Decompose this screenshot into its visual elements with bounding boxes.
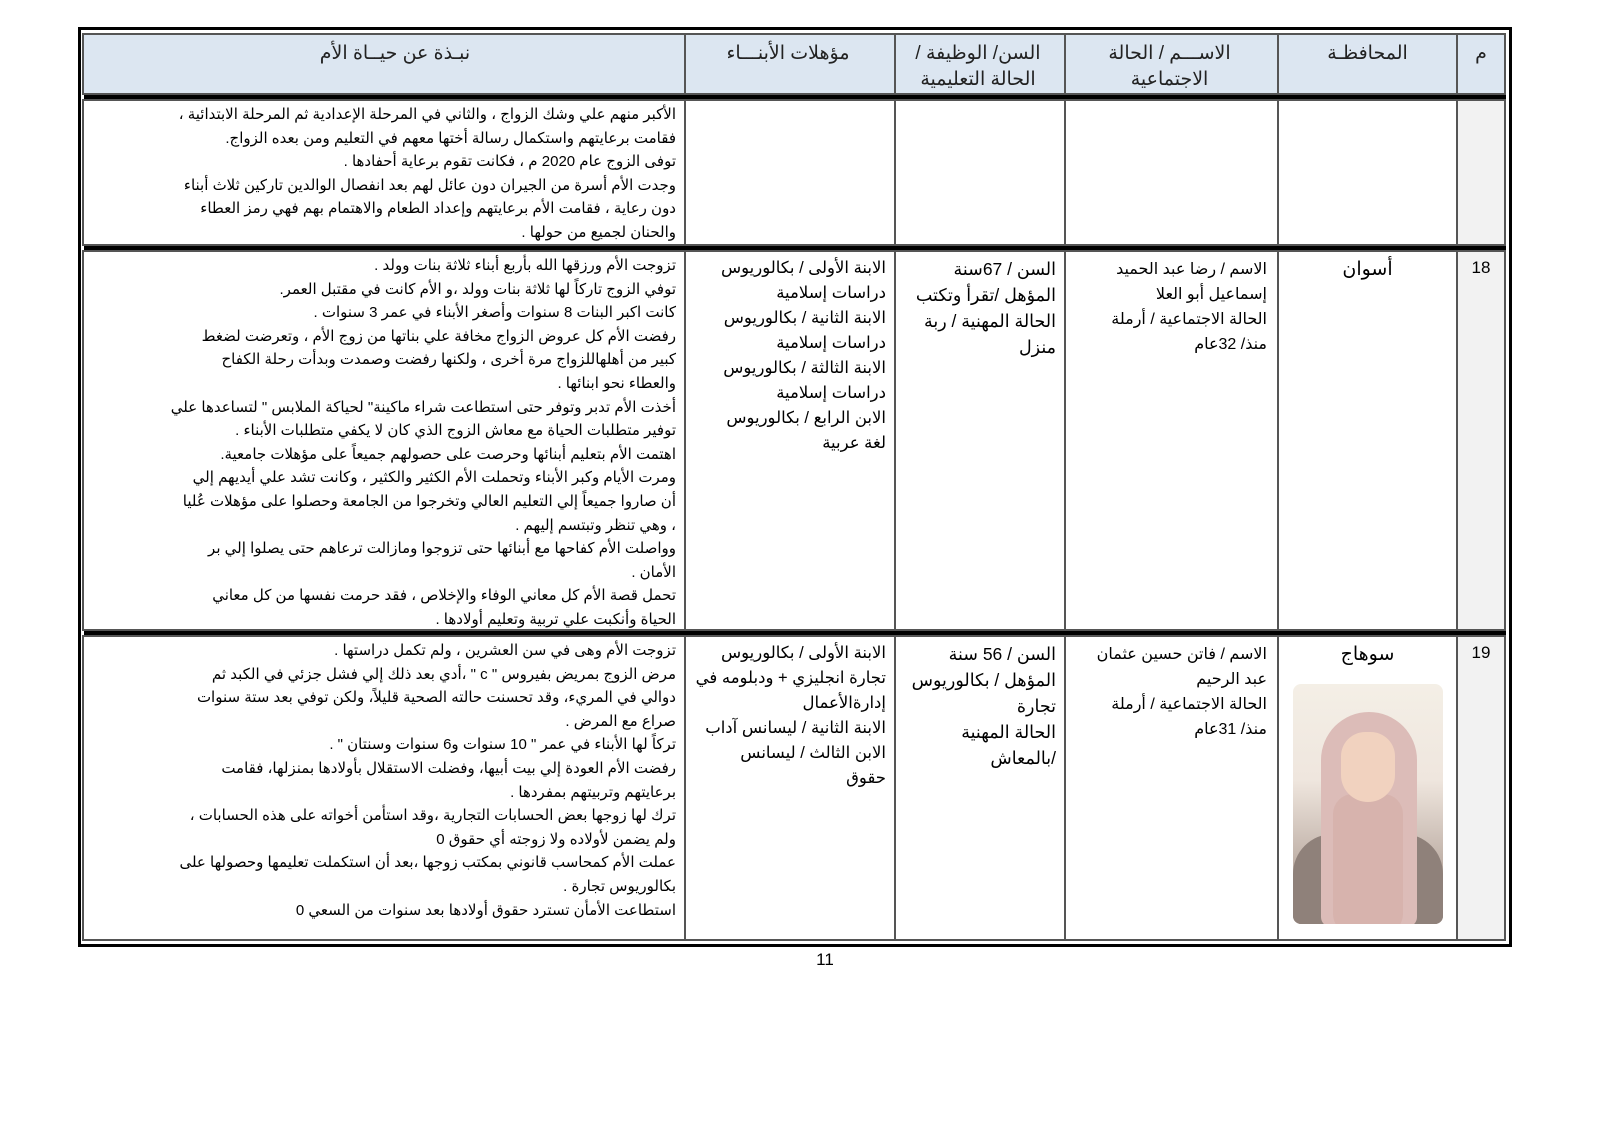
biography-line [114, 466, 676, 490]
biography-text: دوالي في المريء، وقد تحسنت حالته الصحية قليلاً، ولكن توفي بعد ستة سنوات [196, 689, 676, 707]
governorate-cell [1277, 250, 1458, 631]
qualification-line: الابن الثالث / ليسانس [740, 744, 886, 762]
qualification-line: دراسات إسلامية [776, 334, 886, 352]
name-status-line: الاسم / رضا عبد الحميد [1116, 261, 1267, 278]
biography-text: استطاعت الأمأن تسترد حقوق أولادها بعد سنوات من السعي 0 [295, 901, 676, 919]
biography-text: كانت اكبر البنات 8 سنوات وأصغر الأبناء في عمر 3 سنوات . [313, 304, 676, 322]
age-job-line: الحالة المهنية [961, 722, 1056, 742]
biography-line [114, 828, 676, 852]
biography-text: كبير من أهلهاللزواج مرة أخرى ، ولكنها رفضت وصمدت وبدأت رحلة الكفاح [221, 351, 676, 369]
mother-biography-cell [82, 99, 686, 246]
biography-line [114, 372, 676, 396]
biography-text: رفضت الأم العودة إلي بيت أبيها، وفضلت الاستقلال بأولادها بمنزلها، فقامت [221, 759, 676, 777]
qualification-line: الابنة الثانية / بكالوريوس [723, 309, 886, 327]
qualification-line: دراسات إسلامية [776, 284, 886, 302]
name-status-line: منذ/ 32عام [1194, 336, 1267, 353]
biography-line [114, 396, 676, 420]
header-name [1064, 33, 1279, 95]
qualification-line: إدارةالأعمال [802, 694, 886, 712]
biography-line [114, 584, 676, 608]
qualification-line: لغة عربية [822, 434, 886, 452]
qualification-line: تجارة انجليزي + ودبلومه في [695, 669, 886, 687]
biography-line [114, 514, 676, 538]
biography-text: عملت الأم كمحاسب قانوني بمكتب زوجها ،بعد أن استكملت تعليمها وحصولها على [179, 854, 676, 872]
header-qualifications [684, 33, 896, 95]
row-number: 19 [1456, 635, 1506, 941]
biography-text: ولم يضمن لأولاده ولا زوجته أي حقوق 0 [436, 830, 676, 848]
biography-text: ومرت الأيام وكبر الأبناء وتحملت الأم الكثير والكثير ، وكانت تشد علي أيديهم إلي [192, 469, 676, 487]
header-governorate: المحافظـة [1277, 33, 1458, 95]
biography-line [114, 325, 676, 349]
age-job-cell [894, 250, 1066, 631]
biography-line [114, 174, 676, 198]
header-name-line: الاســـم / الحالة [1108, 43, 1231, 64]
qualification-line: دراسات إسلامية [776, 384, 886, 402]
biography-line [114, 221, 676, 245]
qualification-line: الابن الرابع / بكالوريوس [726, 409, 886, 427]
biography-text: وجدت الأم أسرة من الجيران دون عائل لهم بعد انفصال الوالدين تاركين ثلاث أبناء [183, 176, 676, 194]
header-age-line: الحالة التعليمية [920, 69, 1036, 90]
biography-line [114, 419, 676, 443]
name-status-line: الاسم / فاتن حسين عثمان [1096, 646, 1267, 663]
biography-line [114, 639, 676, 663]
age-job-line: منزل [1018, 337, 1056, 357]
biography-text: الأكبر منهم علي وشك الزواج ، والثاني في المرحلة الإعدادية ثم المرحلة الابتدائية ، [178, 106, 676, 123]
biography-line [114, 561, 676, 585]
mother-photo [1293, 684, 1443, 924]
biography-text: رفضت الأم كل عروض الزواج مخافة علي بناتها من زوج الأم ، وتعرضت لضغط [201, 327, 676, 345]
name-status-line: الحالة الاجتماعية / أرملة [1111, 311, 1267, 328]
header-life-line: نبـذة عن حيــاة الأم [319, 43, 471, 64]
age-job-cell [894, 99, 1066, 246]
governorate-cell [1277, 635, 1458, 941]
biography-text: ، وهي تنظر وتبتسم إليهم . [515, 516, 676, 534]
age-job-line: المؤهل / بكالوريوس [911, 670, 1056, 690]
age-job-line: السن / 56 سنة [948, 644, 1056, 664]
biography-line [114, 804, 676, 828]
biography-line [114, 663, 676, 687]
biography-text: أن صاروا جميعاً إلي التعليم العالي وتخرجوا من الجامعة وحصلوا على مؤهلات عُليا [182, 492, 676, 510]
header-life [82, 33, 686, 95]
biography-line [114, 443, 676, 467]
age-job-line: المؤهل /تقرأ وتكتب [915, 285, 1056, 305]
name-status-cell [1064, 99, 1279, 246]
biography-text: والحنان لجميع من حولها . [521, 223, 676, 241]
biography-text: تحمل قصة الأم كل معاني الوفاء والإخلاص ، فقد حرمت نفسها من كل معاني [212, 587, 676, 605]
biography-line [114, 851, 676, 875]
name-status-line: منذ/ 31عام [1194, 721, 1267, 738]
biography-line [114, 278, 676, 302]
governorate-name: أسوان [1342, 259, 1393, 280]
children-qualifications-cell [684, 250, 896, 631]
biography-text: والعطاء نحو ابنائها . [557, 374, 676, 392]
biography-text: أخذت الأم تدبر وتوفر حتى استطاعت شراء ماكينة" لحياكة الملابس " لتساعدها علي [170, 398, 676, 416]
biography-line [114, 686, 676, 710]
biography-text: ترك لها زوجها بعض الحسابات التجارية ،وقد استأمن أخواته على هذه الحسابات ، [189, 807, 676, 825]
header-age [894, 33, 1066, 95]
mothers-profile-table [78, 27, 1512, 947]
biography-line [114, 537, 676, 561]
age-job-line: /بالمعاش [990, 748, 1056, 768]
biography-line [114, 781, 676, 805]
row-number: 18 [1456, 250, 1506, 631]
biography-text: صراع مع المرض . [565, 712, 676, 730]
biography-text: وواصلت الأم كفاحها مع أبنائها حتى تزوجوا ومازالت ترعاهم حتى يصلوا إلي بر [208, 540, 676, 558]
children-qualifications-cell [684, 99, 896, 246]
name-status-cell [1064, 250, 1279, 631]
biography-text: توفى الزوج عام 2020 م ، فكانت تقوم برعاية أحفادها . [343, 153, 676, 171]
table-row [84, 250, 1506, 635]
biography-text: تزوجت الأم ورزقها الله بأربع أبناء ثلاثة بنات وولد . [374, 257, 676, 274]
biography-line [114, 150, 676, 174]
biography-text: توفير متطلبات الحياة مع معاش الزوج الذي كان لا يكفي متطلبات الأبناء . [235, 422, 676, 440]
age-job-line: تجارة [1016, 696, 1056, 716]
biography-line [114, 348, 676, 372]
qualification-line: الابنة الأولى / بكالوريوس [721, 644, 886, 662]
age-job-line: الحالة المهنية / ربة [923, 311, 1056, 331]
biography-text: الحياة وأنكبت علي تربية وتعليم أولادها . [435, 610, 676, 628]
biography-text: توفي الزوج تاركاً لها ثلاثة بنات وولد ،و الأم كانت في مقتبل العمر. [279, 280, 676, 298]
qualification-line: حقوق [846, 769, 886, 787]
name-status-cell [1064, 635, 1279, 941]
header-age-line: السن/ الوظيفة / [915, 43, 1041, 64]
table-row [84, 99, 1506, 250]
name-status-line: إسماعيل أبو العلا [1155, 286, 1267, 303]
header-qualifications-line: مؤهلات الأبنـــاء [726, 43, 850, 64]
qualification-line: الابنة الأولى / بكالوريوس [721, 259, 886, 277]
age-job-line: السن / 67سنة [953, 259, 1056, 279]
row-number [1456, 99, 1506, 246]
biography-line [114, 197, 676, 221]
biography-line [114, 127, 676, 151]
biography-line [114, 301, 676, 325]
mother-biography-cell [82, 635, 686, 941]
biography-line [114, 875, 676, 899]
mother-biography-cell [82, 250, 686, 631]
governorate-cell [1277, 99, 1458, 246]
biography-text: تركاً لها الأبناء في عمر " 10 سنوات و6 سنوات وسنتان " . [329, 736, 676, 754]
header-row [84, 33, 1506, 99]
biography-line [114, 733, 676, 757]
header-num: م [1456, 33, 1506, 95]
name-status-line: عبد الرحيم [1196, 671, 1267, 688]
qualification-line: الابنة الثانية / ليسانس آداب [705, 719, 886, 737]
biography-line [114, 490, 676, 514]
biography-line [114, 899, 676, 923]
biography-text: دون رعاية ، فقامت الأم برعايتهم وإعداد الطعام والاهتمام بهم فهي رمز العطاء [200, 200, 676, 218]
governorate-name: سوهاج [1340, 644, 1395, 665]
biography-text: الأمان . [631, 563, 676, 581]
name-status-line: الحالة الاجتماعية / أرملة [1111, 696, 1267, 713]
biography-text: اهتمت الأم بتعليم أبنائها وحرصت على حصولهم جميعاً على مؤهلات جامعية. [220, 445, 676, 463]
biography-line [114, 710, 676, 734]
qualification-line: الابنة الثالثة / بكالوريوس [723, 359, 886, 377]
children-qualifications-cell [684, 635, 896, 941]
biography-text: برعايتهم وتربيتهم بمفردها . [510, 783, 676, 801]
age-job-cell [894, 635, 1066, 941]
biography-line [114, 103, 676, 127]
biography-text: تزوجت الأم وهى في سن العشرين ، ولم تكمل دراستها . [334, 642, 676, 659]
header-name-line: الاجتماعية [1130, 69, 1209, 90]
biography-line [114, 757, 676, 781]
biography-text: فقامت برعايتهم واستكمال رسالة أختها معهم في التعليم ومن بعده الزواج. [225, 129, 676, 147]
table-row [84, 635, 1506, 941]
biography-line [114, 608, 676, 631]
page-number: 11 [816, 950, 834, 969]
biography-line [114, 254, 676, 278]
biography-text: مرض الزوج بمريض بفيروس " c " ،أدي بعد ذلك إلي فشل جزئي في الكبد ثم [211, 665, 676, 683]
biography-text: بكالوريوس تجارة . [563, 877, 676, 895]
